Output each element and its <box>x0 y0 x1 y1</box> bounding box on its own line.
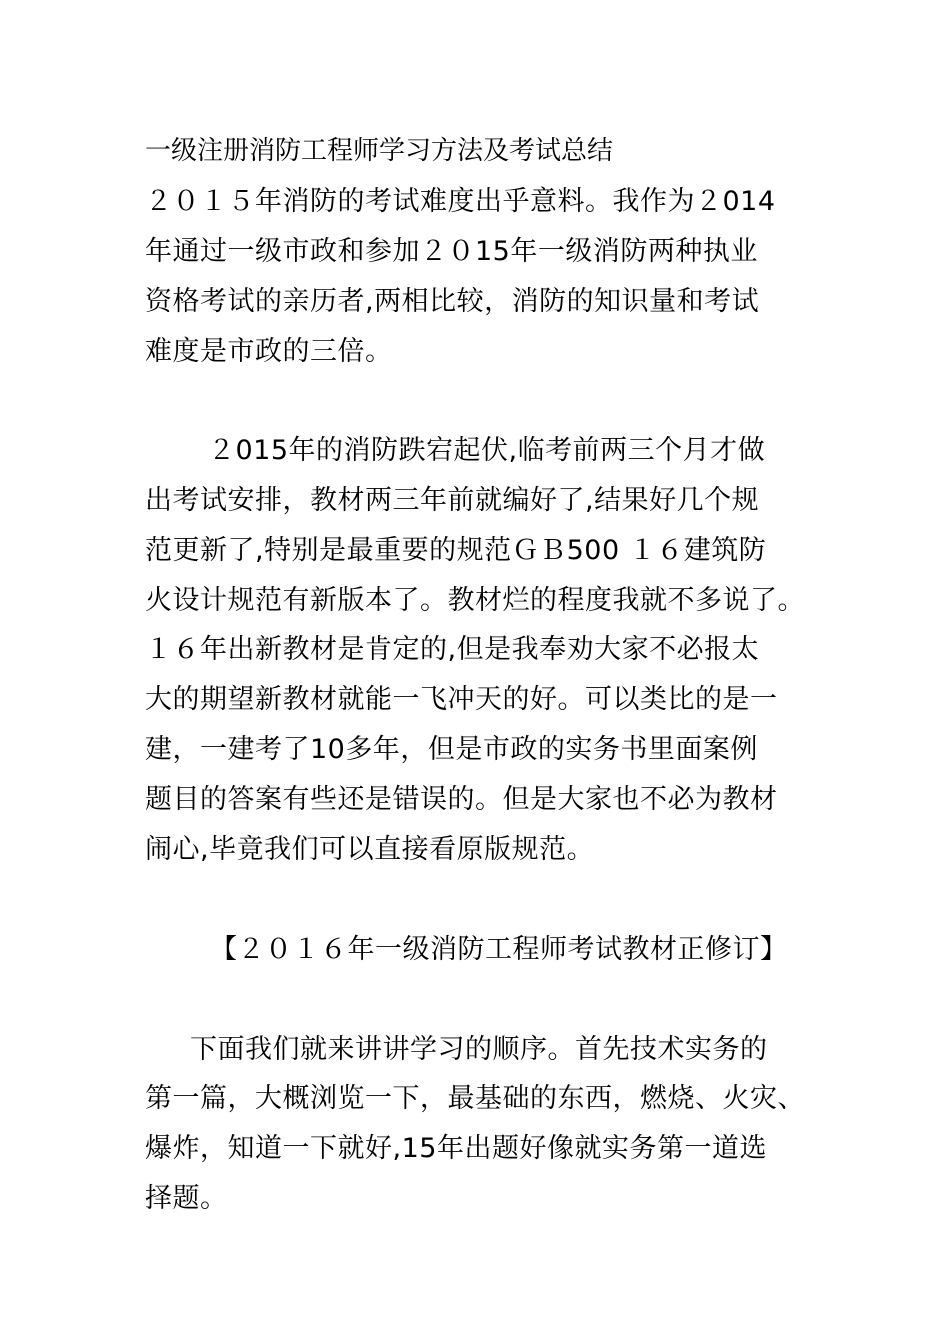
paragraph-2-line-2: 出考试安排，教材两三年前就编好了,结果好几个规 <box>145 485 760 516</box>
paragraph-2-line-1: ２015年的消防跌宕起伏,临考前两三个月才做 <box>208 435 766 466</box>
paragraph-1-line-2: 年通过一级市政和参加２０15年一级消防两种执业 <box>145 236 758 267</box>
paragraph-2-line-4: 火设计规范有新版本了。教材烂的程度我就不多说了。 <box>145 585 805 616</box>
revision-notice: 【２０１６年一级消防工程师考试教材正修订】 <box>210 934 788 965</box>
paragraph-2-line-5: １６年出新教材是肯定的,但是我奉劝大家不必报太 <box>145 634 760 665</box>
paragraph-2-line-7: 建，一建考了10多年，但是市政的实务书里面案例 <box>145 734 758 765</box>
paragraph-2-line-3: 范更新了,特别是最重要的规范ＧＢ500 １６建筑防 <box>145 535 767 566</box>
document-title: 一级注册消防工程师学习方法及考试总结 <box>145 136 614 166</box>
paragraph-4-line-3: 爆炸，知道一下就好,15年出题好像就实务第一道选 <box>145 1133 767 1164</box>
paragraph-2-line-9: 闹心,毕竟我们可以直接看原版规范。 <box>145 834 595 865</box>
paragraph-2-line-6: 大的期望新教材就能一飞冲天的好。可以类比的是一 <box>145 684 778 715</box>
paragraph-4-line-2: 第一篇，大概浏览一下，最基础的东西，燃烧、火灾、 <box>145 1083 805 1114</box>
paragraph-4-line-1: 下面我们就来讲讲学习的顺序。首先技术实务的 <box>190 1034 768 1065</box>
paragraph-1-line-4: 难度是市政的三倍。 <box>145 336 393 367</box>
paragraph-2-line-8: 题目的答案有些还是错误的。但是大家也不必为教材 <box>145 784 778 815</box>
paragraph-1-line-1: ２０１５年消防的考试难度出乎意料。我作为２014 <box>145 186 776 217</box>
paragraph-4-line-4: 择题。 <box>145 1183 228 1214</box>
paragraph-1-line-3: 资格考试的亲历者,两相比较，消防的知识量和考试 <box>145 286 760 317</box>
